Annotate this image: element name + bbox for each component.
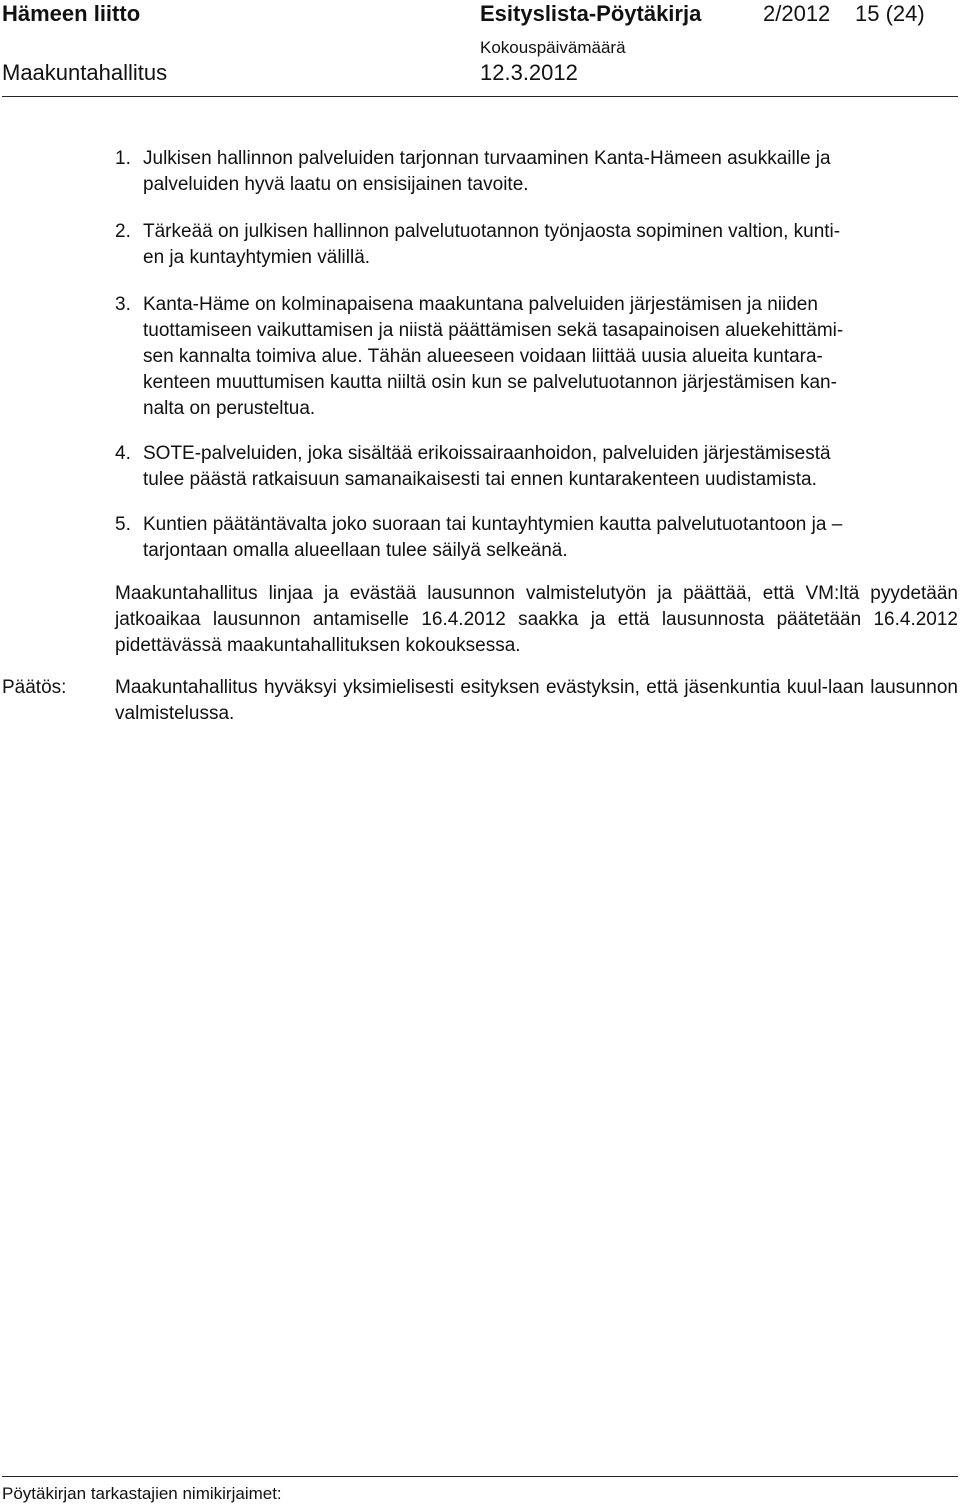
meeting-date: 12.3.2012: [480, 60, 578, 85]
list-item: [115, 441, 960, 493]
list-item-text: Julkisen hallinnon palveluiden tarjonnan turvaaminen Kanta-Hämeen asukkaille ja palveluiden hyvä laatu on ensisijainen tavoite.: [143, 148, 831, 195]
header-divider: [2, 96, 958, 97]
list-item-number: 1.: [115, 148, 131, 169]
list-item-text: Kuntien päätäntävalta joko suoraan tai kuntayhtymien kautta palvelutuotantoon ja – tarjontaan omalla alueellaan tulee säilyä selkeänä.: [143, 514, 843, 561]
list-item: [115, 146, 960, 198]
document-number: 2/2012: [763, 1, 831, 26]
footer-divider: [2, 1476, 958, 1477]
reviewers-initials-label: Pöytäkirjan tarkastajien nimikirjaimet:: [2, 1484, 282, 1503]
decision-label: Päätös:: [2, 677, 67, 698]
numbered-list: [115, 146, 960, 585]
proposal-paragraph: Maakuntahallitus linjaa ja evästää lausunnon valmistelutyön ja päättää, että VM:ltä pyydetään jatkoaikaa lausunnon antamiselle 16.4.2012 saakka ja että lausunnosta päätetään 16.4.2012 pidettävässä maakuntahallituksen kokouksessa.: [115, 583, 958, 656]
list-item: [115, 292, 960, 422]
governing-body: Maakuntahallitus: [2, 60, 168, 85]
list-item: [115, 512, 960, 564]
list-item-number: 4.: [115, 443, 131, 464]
list-item-text: Tärkeää on julkisen hallinnon palvelutuotannon työnjaosta sopiminen valtion, kunti- en ja kuntayhtymien välillä.: [143, 221, 841, 268]
list-item-number: 2.: [115, 221, 131, 242]
list-item: [115, 219, 960, 271]
document-type: Esityslista-Pöytäkirja: [480, 1, 702, 26]
list-item-number: 3.: [115, 294, 131, 315]
organization-name: Hämeen liitto: [2, 1, 141, 26]
list-item-text: Kanta-Häme on kolminapaisena maakuntana palveluiden järjestämisen ja niiden tuottamiseen vaikuttamisen ja niistä päättämisen sekä tasapainoisen aluekehittämi- sen kannalta toimiva alue. Tähän alueeseen voidaan liittää uusia alueita kuntara- kenteen muuttumisen kautta niiltä osin kun se palvelutuotannon järjestämisen kan- nalta on perusteltua.: [143, 294, 844, 419]
list-item-text: SOTE-palveluiden, joka sisältää erikoissairaanhoidon, palveluiden järjestämisestä tulee päästä ratkaisuun samanaikaisesti tai ennen kuntarakenteen uudistamista.: [143, 443, 831, 490]
page-number: 15 (24): [855, 1, 925, 26]
meeting-date-label: Kokouspäivämäärä: [480, 38, 626, 57]
list-item-number: 5.: [115, 514, 131, 535]
decision-text: Maakuntahallitus hyväksyi yksimielisesti esityksen evästyksin, että jäsenkuntia kuul-laan lausunnon valmistelussa.: [115, 677, 958, 724]
